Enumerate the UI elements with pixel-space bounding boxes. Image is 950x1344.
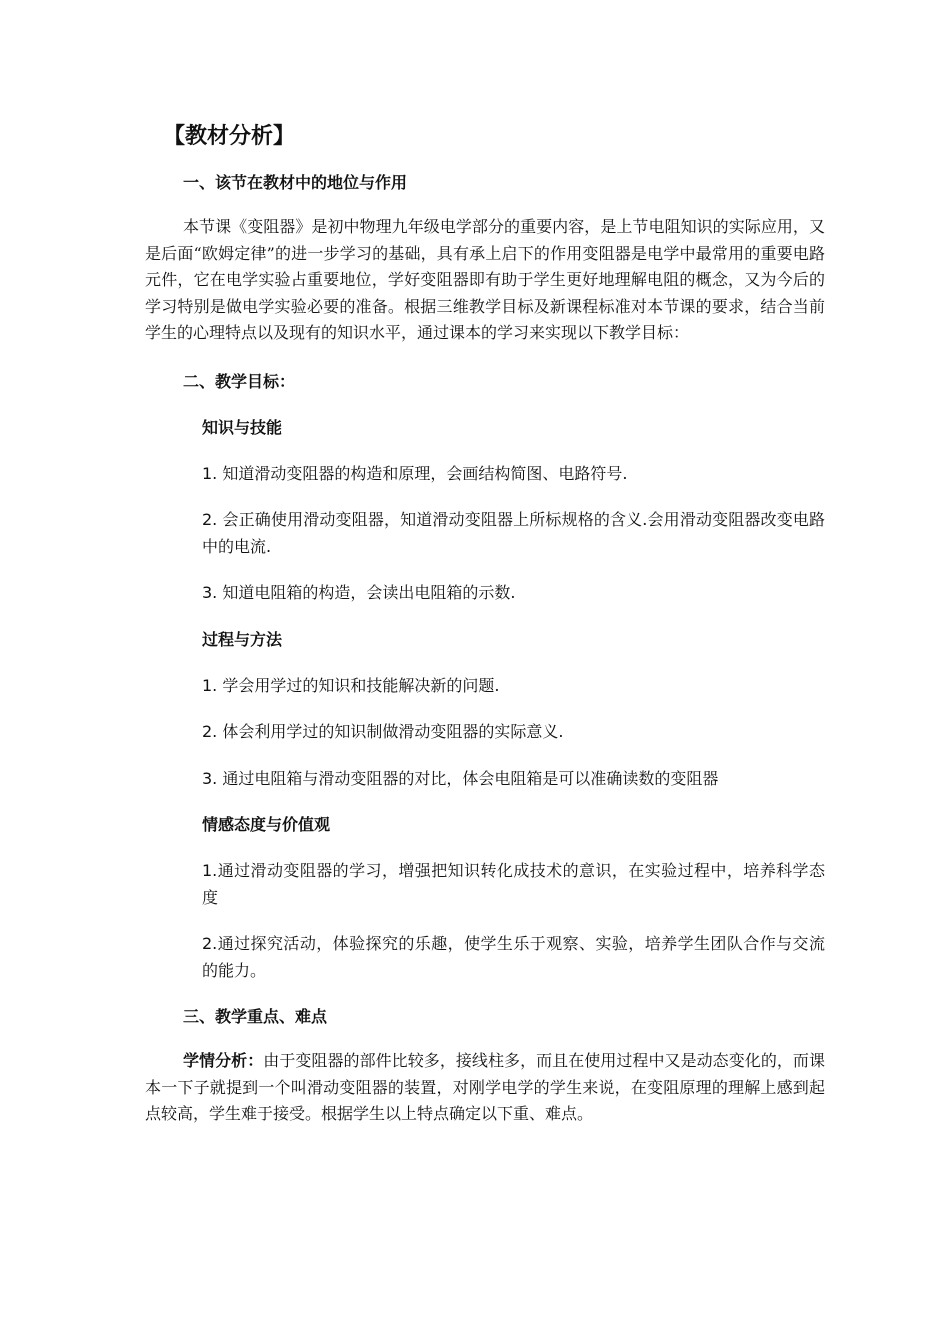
section2-heading: 二、教学目标： xyxy=(183,371,296,391)
section3-text: 由于变阻器的部件比较多，接线柱多，而且在使用过程中又是动态变化的，而课本一下子就提到一个叫滑动变阻器的装置，对刚学电学的学生来说，在变阻原理的理解上感到起点较高，学生难于接受。根据学生以上特点确定以下重、难点。 xyxy=(145,1051,825,1123)
list-item xyxy=(202,766,825,793)
item-number: 3. xyxy=(202,768,218,788)
item-text: 通过电阻箱与滑动变阻器的对比，体会电阻箱是可以准确读数的变阻器 xyxy=(222,768,719,788)
item-text: 通过滑动变阻器的学习，增强把知识转化成技术的意识，在实验过程中，培养科学态度 xyxy=(202,861,825,907)
item-number: 1. xyxy=(202,463,218,483)
item-text: 知道电阻箱的构造，会读出电阻箱的示数. xyxy=(222,583,516,602)
item-number: 1. xyxy=(202,675,218,695)
item-text: 体会利用学过的知识制做滑动变阻器的实际意义. xyxy=(222,722,564,741)
item-number: 1. xyxy=(202,861,218,880)
knowledge-heading: 知识与技能 xyxy=(202,417,283,437)
emotion-heading: 情感态度与价值观 xyxy=(202,815,331,834)
page-title: 【教材分析】 xyxy=(163,124,296,149)
section3-paragraph xyxy=(145,1048,825,1128)
item-number: 2. xyxy=(202,722,218,741)
item-text: 知道滑动变阻器的构造和原理，会画结构简图、电路符号. xyxy=(222,463,628,483)
list-item xyxy=(202,858,825,911)
list-item xyxy=(202,461,825,488)
item-text: 学会用学过的知识和技能解决新的问题. xyxy=(222,675,500,695)
process-heading: 过程与方法 xyxy=(202,629,283,649)
section1-paragraph: 本节课《变阻器》是初中物理九年级电学部分的重要内容，是上节电阻知识的实际应用，又是后面“欧姆定律”的进一步学习的基础，具有承上启下的作用变阻器是电学中最常用的重要电路元件，它在电学实验占重要地位，学好变阻器即有助于学生更好地理解电阻的概念，又为今后的学习特别是做电学实验必要的准备。根据三维教学目标及新课程标准对本节课的要求，结合当前学生的心理特点以及现有的知识水平，通过课本的学习来实现以下教学目标： xyxy=(145,217,825,342)
section1-heading: 一、该节在教材中的地位与作用 xyxy=(183,173,408,192)
document-body xyxy=(145,120,825,1128)
list-item xyxy=(202,931,825,984)
item-text: 会正确使用滑动变阻器，知道滑动变阻器上所标规格的含义.会用滑动变阻器改变电路中的电流. xyxy=(202,510,825,556)
section3-heading: 三、教学重点、难点 xyxy=(183,1007,328,1026)
list-item xyxy=(202,719,825,746)
item-number: 3. xyxy=(202,583,218,602)
list-item xyxy=(202,507,825,560)
list-item xyxy=(202,580,825,607)
item-text: 通过探究活动，体验探究的乐趣，使学生乐于观察、实验，培养学生团队合作与交流的能力。 xyxy=(202,934,825,980)
item-number: 2. xyxy=(202,934,218,953)
list-item xyxy=(202,673,825,700)
item-number: 2. xyxy=(202,510,218,529)
section3-lead: 学情分析： xyxy=(183,1051,264,1070)
